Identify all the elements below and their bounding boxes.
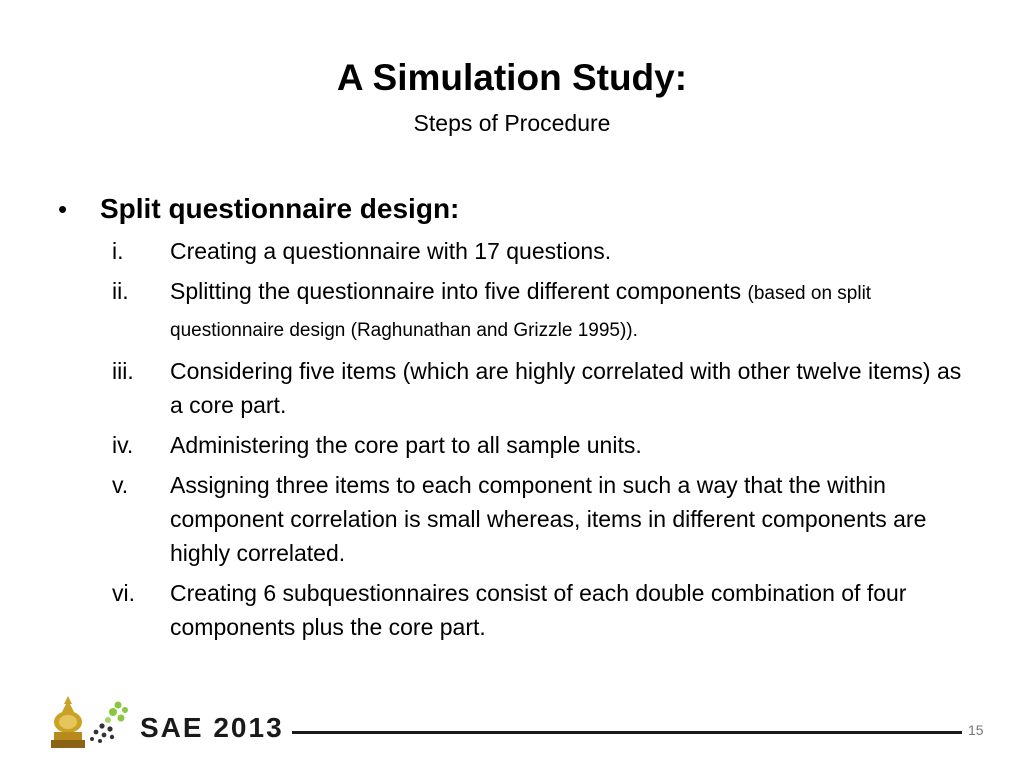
slide-title: A Simulation Study: bbox=[336, 57, 688, 98]
step-item bbox=[112, 234, 972, 268]
step-text-wrap bbox=[170, 274, 966, 348]
step-number: vi. bbox=[112, 580, 135, 606]
step-number: i. bbox=[112, 238, 124, 264]
step-text-wrap bbox=[170, 234, 966, 268]
slide-subtitle: Steps of Procedure bbox=[413, 110, 611, 136]
university-seal-icon bbox=[48, 694, 88, 750]
bullet-dot-icon: • bbox=[58, 194, 68, 224]
sae-2013-logo bbox=[140, 712, 284, 742]
step-text-wrap bbox=[170, 468, 966, 570]
step-citation: (based on split questionnaire design (Raghunathan and Grizzle 1995)). bbox=[170, 283, 872, 341]
step-text-wrap bbox=[170, 354, 966, 422]
step-number: iii. bbox=[112, 358, 134, 384]
step-item bbox=[112, 354, 972, 422]
step-number: ii. bbox=[112, 278, 129, 304]
step-item bbox=[112, 428, 972, 462]
step-item bbox=[112, 576, 972, 644]
step-text: Splitting the questionnaire into five different components bbox=[170, 278, 748, 304]
step-item bbox=[112, 274, 972, 348]
footer-divider bbox=[292, 731, 962, 734]
step-number: iv. bbox=[112, 432, 134, 458]
step-text: Creating a questionnaire with 17 questions. bbox=[170, 238, 612, 264]
step-text: Considering five items (which are highly correlated with other twelve items) as a core part. bbox=[170, 358, 962, 418]
step-item bbox=[112, 468, 972, 570]
step-text-wrap bbox=[170, 428, 966, 462]
bullet-heading: Split questionnaire design: bbox=[100, 193, 460, 224]
step-text: Administering the core part to all sample units. bbox=[170, 432, 642, 458]
dotted-leaf-logo-icon bbox=[88, 700, 132, 744]
step-text-wrap bbox=[170, 576, 966, 644]
step-text: Creating 6 subquestionnaires consist of each double combination of four components plus the core part. bbox=[170, 580, 907, 640]
step-text: Assigning three items to each component in such a way that the within component correlation is small whereas, items in different components are highly correlated. bbox=[170, 472, 927, 566]
steps-list bbox=[112, 234, 972, 650]
logo-text: SAE 2013 bbox=[140, 712, 284, 742]
step-number: v. bbox=[112, 472, 129, 498]
page-number: 15 bbox=[968, 722, 984, 738]
